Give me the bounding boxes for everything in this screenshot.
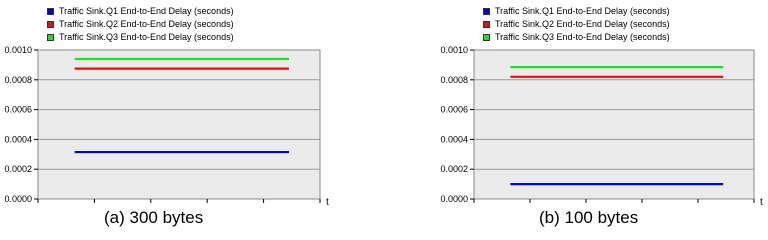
legend-item-q2 <box>47 18 234 31</box>
y-tick-label: 0.0004 <box>440 134 468 145</box>
legend-item-q3 <box>47 31 234 44</box>
legend-label-q3: Traffic Sink.Q3 End-to-End Delay (seconds) <box>495 32 670 42</box>
chart-caption-a: (a) 300 bytes <box>104 208 204 227</box>
y-tick-label: 0.0002 <box>4 164 32 175</box>
chart-panel-b <box>384 0 768 238</box>
legend-swatch-q3 <box>47 34 54 41</box>
legend-swatch-q3 <box>483 34 490 41</box>
y-tick-label: 0.0010 <box>4 45 32 55</box>
plot-area <box>474 50 754 199</box>
legend-item-q3 <box>483 31 670 44</box>
y-tick-label: 0.0002 <box>440 164 468 175</box>
legend-label-q3: Traffic Sink.Q3 End-to-End Delay (seconds) <box>59 32 234 42</box>
y-tick-label: 0.0008 <box>4 74 32 85</box>
chart-caption-b: (b) 100 bytes <box>539 208 639 227</box>
chart-legend-a <box>47 5 234 44</box>
y-tick-label: 0.0008 <box>440 74 468 85</box>
y-tick-label: 0.0000 <box>4 194 32 204</box>
y-tick-label: 0.0000 <box>440 194 468 204</box>
legend-label-q1: Traffic Sink.Q1 End-to-End Delay (seconds) <box>59 6 234 16</box>
y-tick-label: 0.0010 <box>440 45 468 55</box>
legend-label-q2: Traffic Sink.Q2 End-to-End Delay (seconds) <box>59 19 234 29</box>
legend-label-q1: Traffic Sink.Q1 End-to-End Delay (seconds) <box>495 6 670 16</box>
x-axis-unit-label: t <box>760 197 763 208</box>
legend-item-q1 <box>483 5 670 18</box>
legend-swatch-q1 <box>483 8 490 15</box>
legend-label-q2: Traffic Sink.Q2 End-to-End Delay (seconds) <box>495 19 670 29</box>
y-tick-label: 0.0006 <box>440 104 468 115</box>
legend-swatch-q2 <box>483 21 490 28</box>
chart-legend-b <box>483 5 670 44</box>
y-tick-label: 0.0004 <box>4 134 32 145</box>
legend-swatch-q1 <box>47 8 54 15</box>
plot-area <box>38 50 320 199</box>
y-tick-label: 0.0006 <box>4 104 32 115</box>
legend-item-q1 <box>47 5 234 18</box>
legend-swatch-q2 <box>47 21 54 28</box>
chart-panel-a <box>0 0 384 238</box>
x-axis-unit-label: t <box>326 197 329 208</box>
legend-item-q2 <box>483 18 670 31</box>
